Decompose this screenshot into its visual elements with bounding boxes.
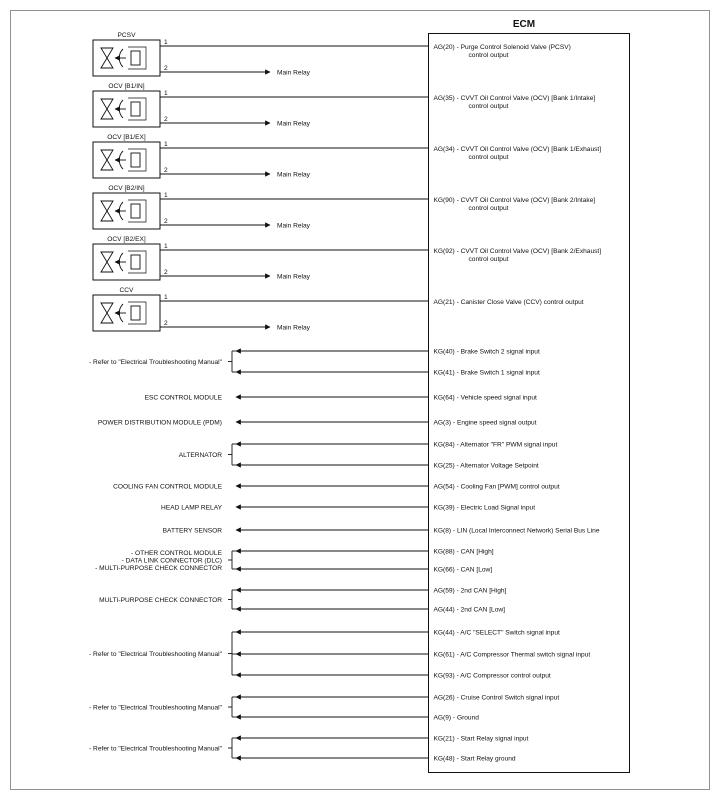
ecm-pin-label: KG(41) - Brake Switch 1 signal input	[433, 369, 540, 377]
actuator-name: OCV [B2/IN]	[108, 185, 145, 192]
actuator-box	[93, 40, 160, 76]
pin2-number: 2	[164, 269, 168, 276]
ecm-pin-label: AG(26) - Cruise Control Switch signal input	[433, 694, 560, 702]
ecm-pin-label: AG(44) - 2nd CAN [Low]	[433, 606, 505, 614]
actuator-box	[93, 193, 160, 229]
main-relay-label: Main Relay	[277, 171, 310, 179]
ecm-pin-label: AG(20) - Purge Control Solenoid Valve (PCSV)	[433, 44, 571, 51]
ecm-pin-label-cont: control output	[468, 52, 509, 59]
coil-icon	[131, 306, 140, 320]
group-label: - Refer to "Electrical Troubleshooting Manual"	[89, 359, 222, 366]
ecm-pin-label: KG(84) - Alternator "FR" PWM signal input	[433, 441, 558, 449]
group-label: BATTERY SENSOR	[162, 527, 222, 535]
valve-icon	[101, 48, 113, 68]
pin2-number: 2	[164, 320, 168, 327]
group-label: - OTHER CONTROL MODULE	[131, 550, 222, 557]
actuator-name: CCV	[119, 287, 134, 294]
ecm-pin-label: KG(61) - A/C Compressor Thermal switch signal input	[433, 651, 591, 659]
ecm-box	[429, 34, 630, 773]
valve-icon	[101, 303, 113, 323]
ecm-pin-label: AG(54) - Cooling Fan [PWM] control output	[433, 483, 560, 491]
ecm-pin-label: AG(35) - CVVT Oil Control Valve (OCV) [Bank 1/Intake]	[433, 95, 596, 102]
pin1-number: 1	[164, 90, 168, 97]
actuator-box	[93, 244, 160, 280]
coil-icon	[131, 51, 140, 65]
coil-icon	[131, 153, 140, 167]
pin2-number: 2	[164, 116, 168, 123]
ecm-pin-label-cont: control output	[468, 256, 509, 263]
components-layer	[89, 32, 601, 763]
group-label: - MULTI-PURPOSE CHECK CONNECTOR	[95, 565, 222, 572]
ecm-pin-label: KG(40) - Brake Switch 2 signal input	[433, 348, 540, 356]
ecm-pin-label-cont: control output	[468, 103, 509, 110]
ecm-pin-label: AG(59) - 2nd CAN [High]	[433, 587, 507, 595]
ecm-pin-label: KG(48) - Start Relay ground	[433, 755, 516, 763]
ecm-pin-label: KG(93) - A/C Compressor control output	[433, 672, 551, 680]
ecm-title: ECM	[512, 19, 536, 30]
main-relay-label: Main Relay	[277, 273, 310, 281]
actuator-name: OCV [B1/EX]	[107, 134, 146, 141]
group-label: - Refer to "Electrical Troubleshooting Manual"	[89, 745, 222, 753]
actuator-box	[93, 295, 160, 331]
ecm-pin-label: KG(25) - Alternator Voltage Setpoint	[433, 462, 539, 470]
ecm-pin-label: KG(92) - CVVT Oil Control Valve (OCV) [Bank 2/Exhaust]	[433, 248, 602, 255]
ecm-pin-label: AG(9) - Ground	[433, 714, 479, 722]
ecm-pin-label: KG(90) - CVVT Oil Control Valve (OCV) [Bank 2/Intake]	[433, 197, 596, 204]
coil-icon	[131, 102, 140, 116]
ecm-pin-label-cont: control output	[468, 154, 509, 161]
actuator-name: OCV [B2/EX]	[107, 236, 146, 243]
coil-icon	[131, 255, 140, 269]
actuator-name: OCV [B1/IN]	[108, 83, 145, 90]
pin2-number: 2	[164, 167, 168, 174]
actuator-name: PCSV	[117, 32, 136, 39]
group-label: COOLING FAN CONTROL MODULE	[113, 483, 222, 491]
ecm-pin-label-cont: control output	[468, 205, 509, 212]
group-label: ESC CONTROL MODULE	[144, 394, 222, 402]
pin2-number: 2	[164, 65, 168, 72]
ecm-pin-label: KG(39) - Electric Load Signal input	[433, 504, 536, 512]
ecm-pin-label: AG(34) - CVVT Oil Control Valve (OCV) [Bank 1/Exhaust]	[433, 146, 602, 153]
main-relay-label: Main Relay	[277, 324, 310, 332]
valve-icon	[101, 150, 113, 170]
pin1-number: 1	[164, 192, 168, 199]
ecm-pin-label: KG(44) - A/C "SELECT" Switch signal input	[433, 629, 560, 637]
pin1-number: 1	[164, 39, 168, 46]
main-relay-label: Main Relay	[277, 69, 310, 77]
actuator-box	[93, 142, 160, 178]
main-relay-label: Main Relay	[277, 120, 310, 128]
group-label: - DATA LINK CONNECTOR (DLC)	[121, 557, 222, 565]
coil-icon	[131, 204, 140, 218]
ecm-pin-label: KG(21) - Start Relay signal input	[433, 735, 529, 743]
ecm-pin-label: AG(3) - Engine speed signal output	[433, 419, 537, 427]
actuator-box	[93, 91, 160, 127]
group-label: MULTI-PURPOSE CHECK CONNECTOR	[99, 597, 222, 604]
ecm-pin-label: KG(66) - CAN [Low]	[433, 566, 493, 574]
ecm-pin-label: KG(8) - LIN (Local Interconnect Network) Serial Bus Line	[433, 527, 600, 535]
group-label: - Refer to "Electrical Troubleshooting Manual"	[89, 651, 222, 658]
ecm-pin-label: KG(64) - Vehicle speed signal input	[433, 394, 537, 402]
group-label: HEAD LAMP RELAY	[161, 504, 222, 512]
group-label: ALTERNATOR	[178, 452, 222, 459]
valve-icon	[101, 99, 113, 119]
ecm-pin-label: KG(88) - CAN [High]	[433, 548, 494, 556]
pin1-number: 1	[164, 141, 168, 148]
ecm-pin-label: AG(21) - Canister Close Valve (CCV) control output	[433, 299, 584, 306]
main-relay-label: Main Relay	[277, 222, 310, 230]
pin1-number: 1	[164, 294, 168, 301]
group-label: POWER DISTRIBUTION MODULE (PDM)	[97, 419, 222, 427]
valve-icon	[101, 252, 113, 272]
group-label: - Refer to "Electrical Troubleshooting Manual"	[89, 704, 222, 712]
pin2-number: 2	[164, 218, 168, 225]
valve-icon	[101, 201, 113, 221]
pin1-number: 1	[164, 243, 168, 250]
